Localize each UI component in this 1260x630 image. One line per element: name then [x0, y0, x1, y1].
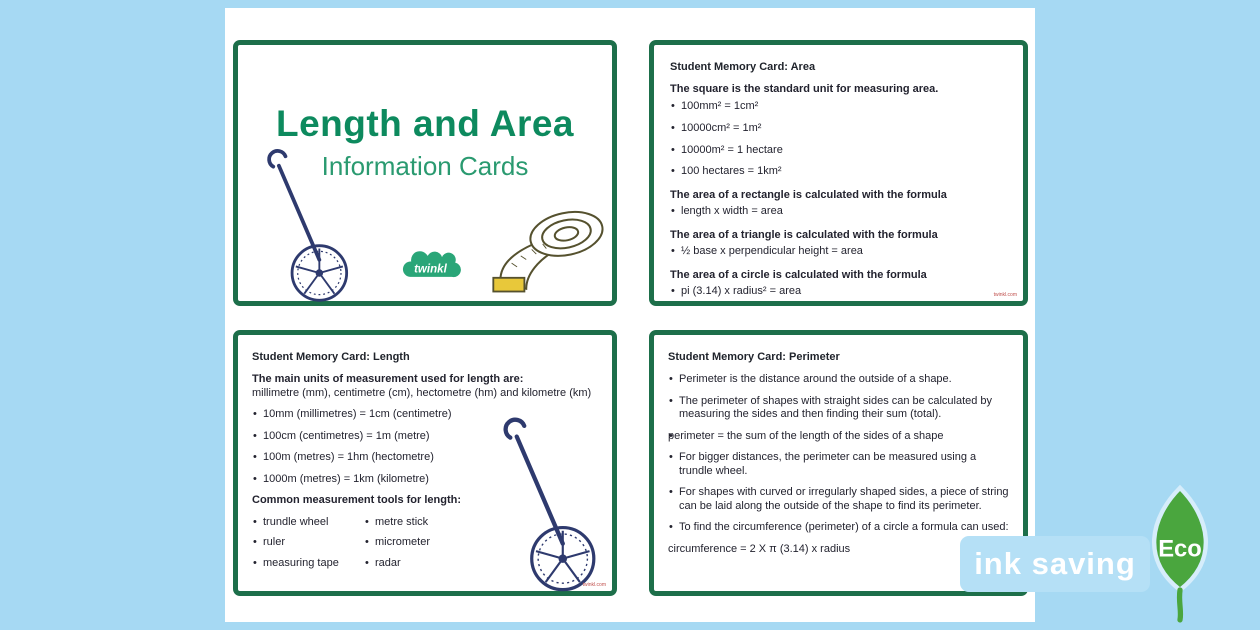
list-item: • trundle wheel	[252, 516, 364, 530]
rectangle-formula: • length x width = area	[670, 205, 1007, 219]
list-item: • 100mm² = 1cm²	[670, 100, 1007, 114]
tape-measure-icon	[486, 200, 614, 298]
circumference-formula: circumference = 2 X π (3.14) x radius	[668, 542, 851, 555]
list-item: • ruler	[252, 536, 364, 550]
area-card-header: Student Memory Card: Area	[670, 61, 816, 73]
length-card-header: Student Memory Card: Length	[252, 351, 410, 363]
page-subtitle: Information Cards	[321, 151, 529, 181]
worksheet-page	[225, 8, 1035, 622]
ink-saving-label: ink saving	[974, 546, 1136, 581]
perimeter-formula: • perimeter = the sum of the length of the sides of a shape	[668, 430, 1009, 444]
twinkl-watermark: twinkl.com	[993, 292, 1017, 298]
list-item: • 100 hectares = 1km²	[670, 165, 1007, 179]
list-item: • measuring tape	[252, 557, 364, 571]
list-item: • micrometer	[364, 536, 476, 550]
perimeter-bullet: • The perimeter of shapes with straight sides can be calculated by measuring the sides and then finding their sum (total).	[668, 395, 1009, 422]
list-item: • 100m (metres) = 1hm (hectometre)	[252, 451, 598, 465]
ink-saving-badge	[960, 536, 1150, 592]
list-item: • radar	[364, 557, 476, 571]
list-item: • 100cm (centimetres) = 1m (metre)	[252, 430, 598, 444]
twinkl-logo	[398, 248, 464, 286]
title-card	[233, 40, 617, 306]
perimeter-bullet: • Perimeter is the distance around the outside of a shape.	[668, 373, 1009, 387]
circle-lead: The area of a circle is calculated with the formula	[670, 268, 927, 281]
tools-right-column	[364, 516, 476, 578]
trundle-wheel-icon	[250, 145, 368, 305]
page-title: Length and Area	[275, 103, 575, 144]
trundle-wheel-icon	[490, 413, 612, 595]
list-item: • metre stick	[364, 516, 476, 530]
list-item: • 10mm (millimetres) = 1cm (centimetre)	[252, 408, 598, 422]
eco-leaf-stem	[1179, 590, 1180, 620]
eco-label: Eco	[1158, 535, 1202, 563]
tools-header: Common measurement tools for length:	[252, 494, 462, 506]
length-intro-bold: The main units of measurement used for length are:	[252, 373, 524, 385]
area-intro: The square is the standard unit for measuring area.	[670, 83, 939, 95]
list-item: • 1000m (metres) = 1km (kilometre)	[252, 473, 598, 487]
list-item: • 10000cm² = 1m²	[670, 122, 1007, 136]
perimeter-bullet: • To find the circumference (perimeter) of a circle a formula can used:	[668, 521, 1009, 535]
tools-left-column	[252, 516, 364, 578]
perimeter-card-header: Student Memory Card: Perimeter	[668, 351, 840, 363]
twinkl-logo-text: twinkl	[414, 263, 447, 276]
list-item: • 10000m² = 1 hectare	[670, 144, 1007, 158]
triangle-lead: The area of a triangle is calculated with the formula	[670, 228, 938, 241]
length-card	[233, 330, 617, 596]
area-unit-list	[670, 100, 1007, 179]
rectangle-lead: The area of a rectangle is calculated with the formula	[670, 188, 947, 201]
circle-formula: • pi (3.14) x radius² = area	[670, 285, 1007, 299]
triangle-formula: • ½ base x perpendicular height = area	[670, 245, 1007, 259]
length-intro-rest: millimetre (mm), centimetre (cm), hectometre (hm) and kilometre (km)	[252, 386, 592, 399]
tools-columns	[252, 516, 487, 578]
perimeter-bullet: • For bigger distances, the perimeter can be measured using a trundle wheel.	[668, 451, 1009, 478]
perimeter-bullet: • For shapes with curved or irregularly shaped sides, a piece of string can be laid along the outside of the shape to find its perimeter.	[668, 486, 1009, 513]
twinkl-watermark: twinkl.com	[582, 582, 606, 588]
area-card	[649, 40, 1028, 306]
eco-leaf-badge	[1136, 482, 1224, 624]
